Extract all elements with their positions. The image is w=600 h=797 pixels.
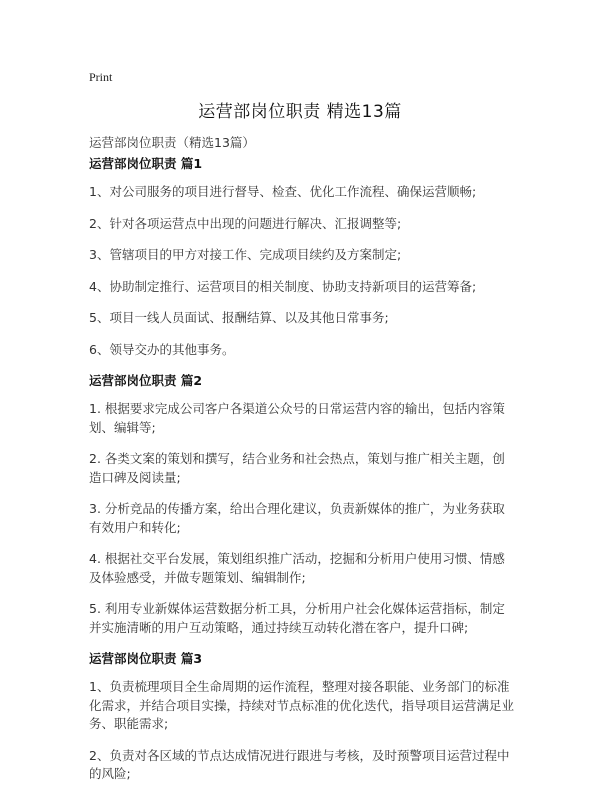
list-item: 6、领导交办的其他事务。 xyxy=(89,341,235,357)
section-heading: 运营部岗位职责 篇2 xyxy=(89,373,203,388)
list-item: 2. 各类文案的策划和撰写，结合业务和社会热点，策划与推广相关主题，创造口碑及阅读量; xyxy=(89,451,505,485)
document-content xyxy=(89,155,514,797)
print-link[interactable]: Print xyxy=(89,70,113,84)
list-item: 5. 利用专业新媒体运营数据分析工具，分析用户社会化媒体运营指标，制定并实施清晰的用户互动策略，通过持续互动转化潜在客户，提升口碑; xyxy=(89,601,505,635)
section-heading: 运营部岗位职责 篇1 xyxy=(89,156,203,171)
document-title: 运营部岗位职责 精选13篇 xyxy=(198,102,402,122)
list-item: 3. 分析竞品的传播方案，给出合理化建议，负责新媒体的推广，为业务获取有效用户和转化; xyxy=(89,501,505,535)
list-item: 4. 根据社交平台发展，策划组织推广活动，挖掘和分析用户使用习惯、情感及体验感受，并做专题策划、编辑制作; xyxy=(89,551,505,585)
list-item: 1. 根据要求完成公司客户各渠道公众号的日常运营内容的输出，包括内容策划、编辑等; xyxy=(89,401,505,435)
list-item: 4、协助制定推行、运营项目的相关制度、协助支持新项目的运营筹备; xyxy=(89,278,477,294)
list-item: 1、对公司服务的项目进行督导、检查、优化工作流程、确保运营顺畅; xyxy=(89,184,477,199)
list-item: 2、针对各项运营点中出现的问题进行解决、汇报调整等; xyxy=(89,215,402,231)
section-3 xyxy=(89,650,514,784)
section-1 xyxy=(89,155,514,359)
list-item: 5、项目一线人员面试、报酬结算、以及其他日常事务; xyxy=(89,310,389,325)
list-item: 1、负责梳理项目全生命周期的运作流程，整理对接各职能、业务部门的标准化需求，并结合项目实操，持续对节点标准的优化迭代，指导项目运营满足业务、职能需求; xyxy=(89,679,515,731)
list-item: 3、管辖项目的甲方对接工作、完成项目续约及方案制定; xyxy=(89,247,402,262)
document-intro: 运营部岗位职责（精选13篇） xyxy=(89,135,255,150)
section-heading: 运营部岗位职责 篇3 xyxy=(89,651,203,666)
section-2 xyxy=(89,372,514,637)
list-item: 2、负责对各区域的节点达成情况进行跟进与考核，及时预警项目运营过程中的风险; xyxy=(89,747,510,781)
